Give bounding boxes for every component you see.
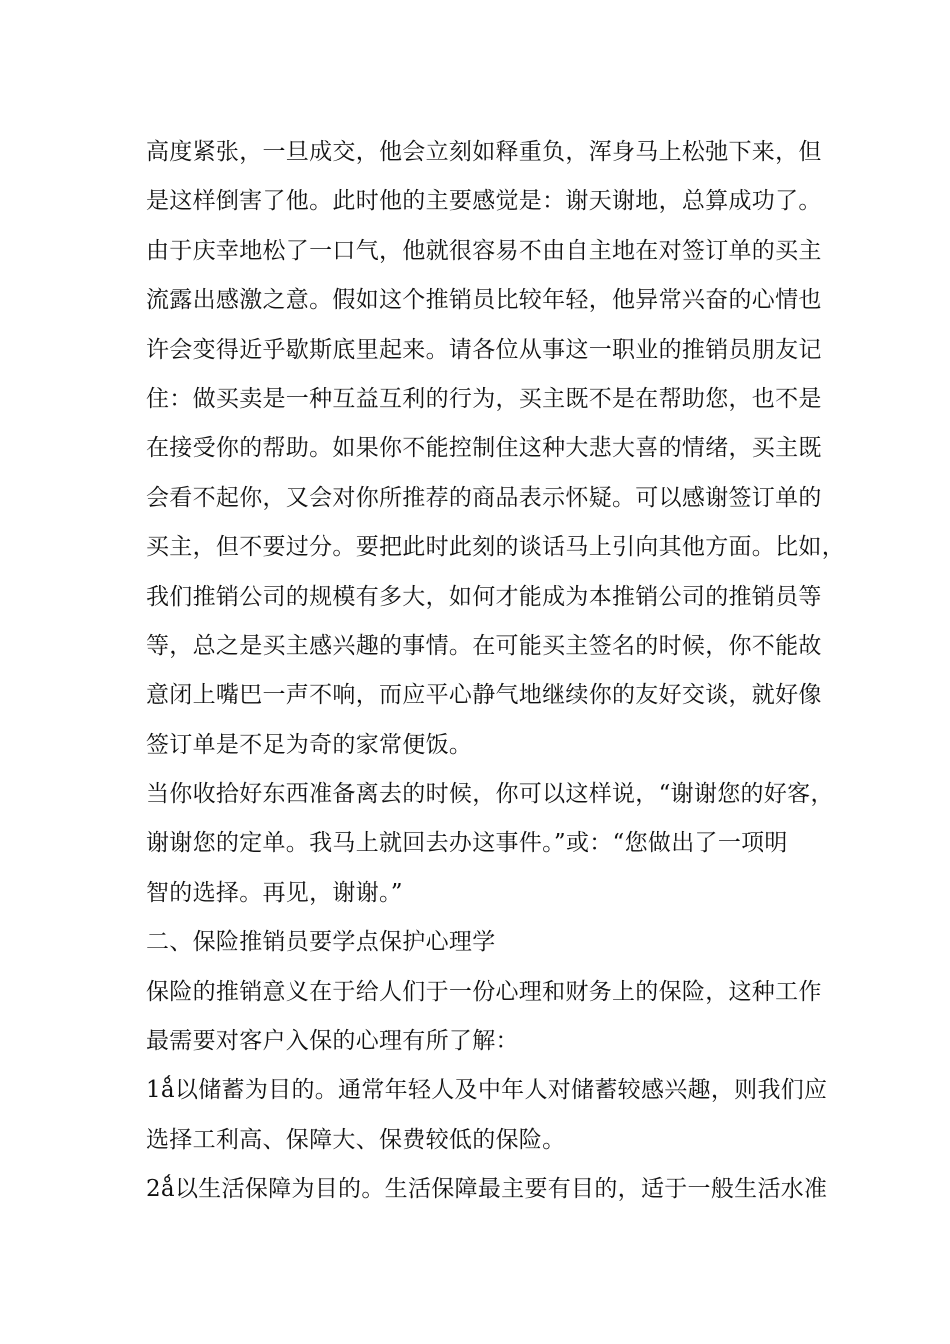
text-line: 许会变得近乎歇斯底里起来。请各位从事这一职业的推销员朋友记: [146, 336, 822, 363]
text-line: 高度紧张，一旦成交，他会立刻如释重负，浑身马上松弛下来，但: [146, 139, 822, 165]
text-line: 住：做买卖是一种互益互利的行为，买主既不是在帮助您，也不是: [146, 385, 822, 412]
text-line: 由于庆幸地松了一口气，他就很容易不由自主地在对签订单的买主: [146, 237, 822, 264]
text-line: 签订单是不足为奇的家常便饭。: [146, 731, 473, 758]
list-item-line: 2ǻ以生活保障为目的。生活保障最主要有目的，适于一般生活水准: [146, 1176, 828, 1203]
text-line: 意闭上嘴巴一声不响，而应平心静气地继续你的友好交谈，就好像: [146, 682, 822, 709]
text-line: 当你收拾好东西准备离去的时候，你可以这样说，“谢谢您的好客，: [146, 781, 834, 808]
text-line: 在接受你的帮助。如果你不能控制住这种大悲大喜的情绪，买主既: [146, 435, 822, 462]
text-line: 谢谢您的定单。我马上就回去办这事件。”或：“您做出了一项明: [146, 830, 788, 857]
text-line: 是这样倒害了他。此时他的主要感觉是：谢天谢地，总算成功了。: [146, 188, 822, 215]
document-body: [146, 128, 845, 1215]
text-line: 选择工利高、保障大、保费较低的保险。: [146, 1126, 566, 1153]
text-line: 会看不起你，又会对你所推荐的商品表示怀疑。可以感谢签订单的: [146, 484, 822, 511]
section-heading: 二、保险推销员要学点保护心理学: [146, 929, 496, 956]
text-line: 我们推销公司的规模有多大，如何才能成为本推销公司的推销员等: [146, 583, 822, 610]
text-line: 保险的推销意义在于给人们于一份心理和财务上的保险，这种工作: [146, 978, 822, 1005]
text-line: 流露出感激之意。假如这个推销员比较年轻，他异常兴奋的心情也: [146, 287, 822, 314]
text-line: 买主，但不要过分。要把此时此刻的谈话马上引向其他方面。比如，: [146, 534, 845, 561]
text-line: 智的选择。再见，谢谢。”: [146, 879, 403, 906]
text-line: 等，总之是买主感兴趣的事情。在可能买主签名的时候，你不能故: [146, 632, 822, 659]
text-line: 最需要对客户入保的心理有所了解：: [146, 1028, 519, 1055]
list-item-line: 1ǻ以储蓄为目的。通常年轻人及中年人对储蓄较感兴趣，则我们应: [146, 1077, 828, 1104]
